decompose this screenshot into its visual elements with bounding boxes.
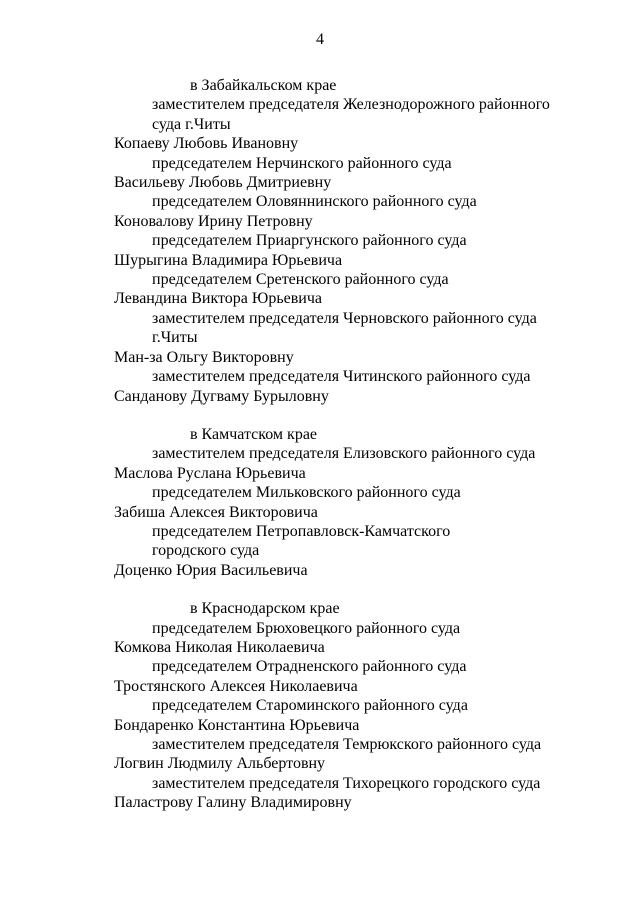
person-name: Логвин Людмилу Альбертовну: [114, 755, 326, 773]
region-section: [114, 76, 614, 406]
person-name: Шурыгина Владимира Юрьевича: [114, 251, 343, 269]
position-line: заместителем председателя Черновского районного суда: [152, 309, 537, 327]
position-line: председателем Приаргунского районного суда: [152, 232, 467, 250]
person-name: Бондаренко Константина Юрьевича: [114, 716, 360, 734]
position-line: заместителем председателя Темрюкского районного суда: [152, 736, 542, 753]
position-line: председателем Нерчинского районного суда: [152, 154, 452, 172]
person-name: Маслова Руслана Юрьевича: [114, 464, 306, 482]
region-heading: в Забайкальском крае: [190, 77, 337, 94]
person-name: Васильеву Любовь Дмитриевну: [114, 174, 332, 192]
position-line: заместителем председателя Тихорецкого городского суда: [152, 774, 541, 792]
document-body: [114, 76, 614, 832]
person-name: Забиша Алексея Викторовича: [114, 503, 318, 521]
person-name: Комкова Николая Николаевича: [114, 638, 325, 656]
position-line: городского суда: [152, 542, 260, 560]
position-line: заместителем председателя Елизовского районного суда: [152, 445, 536, 463]
position-line: г.Читы: [152, 329, 198, 347]
position-line: суда г.Читы: [152, 115, 231, 133]
position-line: председателем Сретенского районного суда: [152, 271, 449, 289]
region-heading: в Камчатском крае: [190, 425, 318, 443]
position-line: председателем Староминского районного суда: [152, 697, 468, 715]
position-line: заместителем председателя Железнодорожного районного: [152, 96, 550, 114]
position-line: заместителем председателя Читинского районного суда: [152, 368, 531, 386]
page-number: 4: [316, 31, 324, 48]
position-line: председателем Отрадненского районного суда: [152, 658, 467, 676]
person-name: Копаеву Любовь Ивановну: [114, 135, 299, 153]
person-name: Санданову Дугваму Бурыловну: [114, 387, 329, 405]
region-section: [114, 599, 614, 812]
person-name: Коновалову Ирину Петровну: [114, 212, 313, 230]
person-name: Тростянского Алексея Николаевича: [114, 677, 358, 695]
person-name: Левандина Виктора Юрьевича: [114, 290, 323, 308]
position-line: председателем Петропавловск-Камчатского: [152, 522, 451, 540]
person-name: Паластрову Галину Владимировну: [114, 794, 352, 812]
position-line: председателем Брюховецкого районного суда: [152, 619, 461, 637]
region-section: [114, 425, 614, 580]
person-name: Доценко Юрия Васильевича: [114, 561, 308, 579]
position-line: председателем Мильковского районного суда: [152, 484, 461, 502]
person-name: Ман-за Ольгу Викторовну: [114, 348, 294, 366]
position-line: председателем Оловяннинского районного суда: [152, 193, 477, 211]
region-heading: в Краснодарском крае: [190, 600, 340, 618]
